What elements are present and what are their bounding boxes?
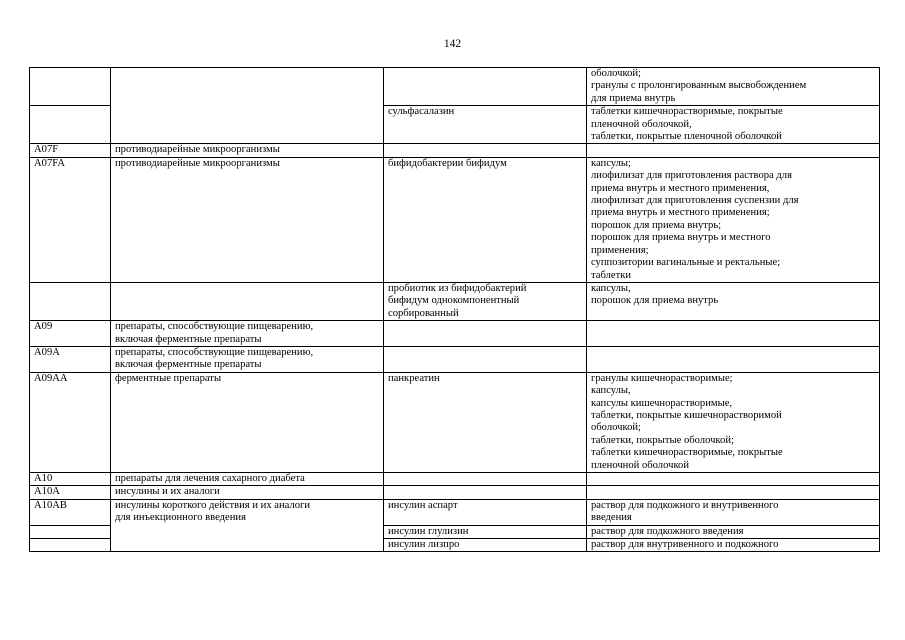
dosage-forms-cell: капсулы; лиофилизат для приготовления раствора для приема внутрь и местного применения, лиофилизат для приготовления суспензии для приема внутрь и местного применения; порошок для приема внутрь; порошок для приема внутрь и местного применения; суппозитории вагинальные и ректальные; таблетки (587, 157, 880, 282)
table-row (30, 321, 880, 347)
group-name-cell (111, 68, 384, 144)
atc-code-cell: A10 (30, 473, 111, 486)
atc-code-cell: A07FA (30, 157, 111, 282)
atc-code-cell (30, 106, 111, 144)
table-row (30, 346, 880, 372)
dosage-forms-cell (587, 486, 880, 499)
dosage-forms-cell: оболочкой; гранулы с пролонгированным высвобождением для приема внутрь (587, 68, 880, 106)
group-name-cell: ферментные препараты (111, 372, 384, 472)
dosage-forms-cell: раствор для внутривенного и подкожного (587, 539, 880, 552)
atc-code-cell: A09A (30, 346, 111, 372)
group-name-cell: противодиарейные микроорганизмы (111, 144, 384, 157)
dosage-forms-cell (587, 144, 880, 157)
dosage-forms-cell (587, 346, 880, 372)
group-name-cell: инсулины и их аналоги (111, 486, 384, 499)
group-name-cell: препараты, способствующие пищеварению, включая ферментные препараты (111, 346, 384, 372)
drug-name-cell: инсулин глулизин (384, 525, 587, 538)
atc-code-cell: A10A (30, 486, 111, 499)
dosage-forms-cell (587, 321, 880, 347)
drug-name-cell: сульфасалазин (384, 106, 587, 144)
drug-name-cell: пробиотик из бифидобактерий бифидум однокомпонентный сорбированный (384, 282, 587, 320)
atc-code-cell (30, 525, 111, 538)
group-name-cell: инсулины короткого действия и их аналоги для инъекционного введения (111, 499, 384, 552)
group-name-cell: противодиарейные микроорганизмы (111, 157, 384, 282)
drug-name-cell (384, 486, 587, 499)
drug-name-cell: бифидобактерии бифидум (384, 157, 587, 282)
atc-code-cell: A09 (30, 321, 111, 347)
atc-code-cell (30, 68, 111, 106)
dosage-forms-cell: гранулы кишечнорастворимые; капсулы, капсулы кишечнорастворимые, таблетки, покрытые кишечнорастворимой оболочкой; таблетки, покрытые оболочкой; таблетки кишечнорастворимые, покрытые пленочной оболочкой (587, 372, 880, 472)
atc-code-cell: A10AB (30, 499, 111, 525)
atc-code-cell: A07F (30, 144, 111, 157)
table-row (30, 157, 880, 282)
group-name-cell: препараты для лечения сахарного диабета (111, 473, 384, 486)
drug-name-cell (384, 144, 587, 157)
table-row (30, 372, 880, 472)
page-number: 142 (443, 38, 462, 50)
group-name-cell: препараты, способствующие пищеварению, включая ферментные препараты (111, 321, 384, 347)
table-row (30, 68, 880, 106)
dosage-forms-cell: раствор для подкожного и внутривенного введения (587, 499, 880, 525)
dosage-forms-cell: раствор для подкожного введения (587, 525, 880, 538)
drug-name-cell (384, 68, 587, 106)
atc-code-cell: A09AA (30, 372, 111, 472)
dosage-forms-cell: капсулы, порошок для приема внутрь (587, 282, 880, 320)
table-row (30, 144, 880, 157)
drug-name-cell: инсулин лизпро (384, 539, 587, 552)
table-row (30, 282, 880, 320)
dosage-forms-cell: таблетки кишечнорастворимые, покрытые пленочной оболочкой, таблетки, покрытые пленочной оболочкой (587, 106, 880, 144)
table-row (30, 473, 880, 486)
drug-table (29, 67, 880, 552)
table-row (30, 486, 880, 499)
group-name-cell (111, 282, 384, 320)
drug-name-cell (384, 473, 587, 486)
drug-name-cell: инсулин аспарт (384, 499, 587, 525)
drug-name-cell: панкреатин (384, 372, 587, 472)
drug-name-cell (384, 321, 587, 347)
drug-name-cell (384, 346, 587, 372)
table-row (30, 499, 880, 525)
atc-code-cell (30, 282, 111, 320)
dosage-forms-cell (587, 473, 880, 486)
atc-code-cell (30, 539, 111, 552)
